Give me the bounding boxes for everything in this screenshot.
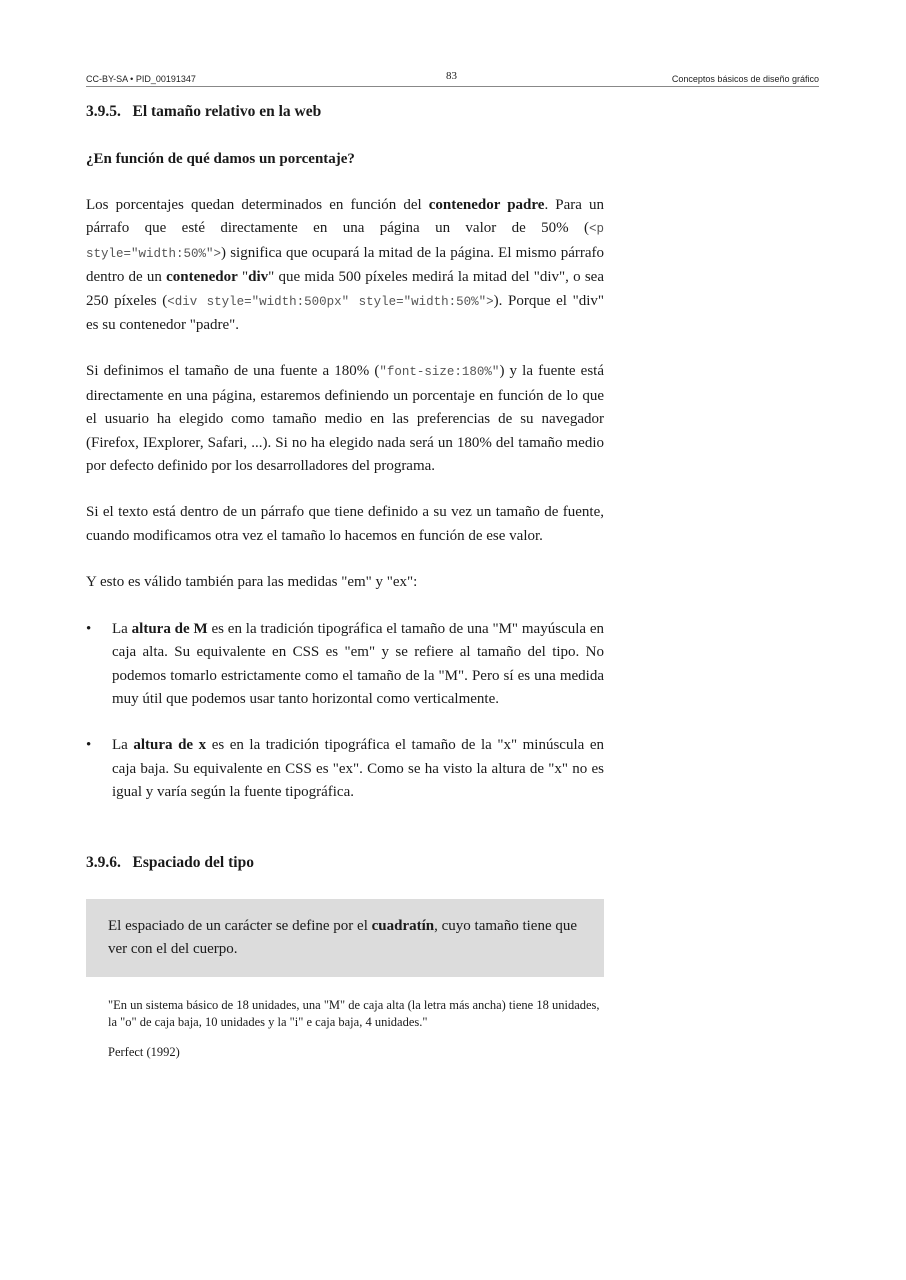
bold-run: div <box>248 269 269 286</box>
quote-text: "En un sistema básico de 18 unidades, una "M" de caja alta (la letra más ancha) tiene 18 unidades, la "o" de caja baja, 10 unidades y la "i" e caja baja, 4 unidades." <box>108 998 600 1029</box>
bold-run: altura de M <box>131 620 208 637</box>
paragraph-contenedor-padre <box>86 194 604 337</box>
list-item <box>86 734 604 804</box>
text-run: ). Porque el "div" es su contenedor "padre". <box>86 292 605 334</box>
bold-run: contenedor padre <box>428 197 545 213</box>
header-license: CC-BY-SA • PID_00191347 <box>86 74 196 84</box>
text-run: " <box>237 269 249 286</box>
code-run: <p style="width:50%"> <box>86 222 604 261</box>
definition-box <box>86 899 604 978</box>
paragraph-font-size <box>86 360 604 478</box>
bullet-icon: • <box>86 620 92 637</box>
text-run: El espaciado de un carácter se define por el <box>108 917 372 934</box>
bullet-list <box>86 618 604 805</box>
paragraph-em-ex: Y esto es válido también para las medidas "em" y "ex": <box>86 574 418 591</box>
header-document-title: Conceptos básicos de diseño gráfico <box>671 74 819 84</box>
text-run: " que mida 500 píxeles medirá la mitad del "div", o sea 250 píxeles ( <box>86 269 605 309</box>
code-run: "font-size:180%" <box>379 365 500 380</box>
page-header <box>86 72 819 87</box>
section-title-3-9-6: 3.9.6. Espaciado del tipo <box>86 853 254 871</box>
section-subtitle: ¿En función de qué damos un porcentaje? <box>86 151 355 167</box>
text-run: Los porcentajes quedan determinados en función del <box>86 197 429 213</box>
section-title-3-9-5: 3.9.5. El tamaño relativo en la web <box>86 103 322 120</box>
text-run: Si definimos el tamaño de una fuente a 180% ( <box>86 363 380 380</box>
bold-run: contenedor <box>166 269 238 286</box>
bold-run: cuadratín <box>371 917 435 934</box>
code-run: <div style="width:500px" style="width:50%"> <box>167 294 494 309</box>
quote-citation: Perfect (1992) <box>108 1045 180 1060</box>
text-run: ) significa que ocupará la mitad de la página. El mismo párrafo dentro de un <box>86 244 604 286</box>
text-run: , cuyo tamaño tiene que ver con el del cuerpo. <box>108 917 578 957</box>
text-run: ) y la fuente está directamente en una página, estaremos definiendo un porcentaje en función de lo que el usuario ha elegido como tamaño medio en las preferencias de su navegador (Firefox, IExplorer, Safari, ...). Si no ha elegido nada será un 180% del tamaño medio por defecto definido por los desarrolladores del programa. <box>86 363 604 475</box>
text-run: La <box>112 737 134 754</box>
text-run: La <box>112 620 132 637</box>
page-content <box>86 100 604 1060</box>
text-run: . Para un párrafo que esté directamente en una página un valor de 50% ( <box>86 197 604 237</box>
list-item <box>86 618 604 712</box>
bullet-icon: • <box>86 737 92 754</box>
paragraph-parent-font: Si el texto está dentro de un párrafo que tiene definido a su vez un tamaño de fuente, cuando modificamos otra vez el tamaño lo hacemos en función de ese valor. <box>86 504 604 544</box>
bold-run: altura de x <box>133 737 207 754</box>
text-run: es en la tradición tipográfica el tamaño de una "M" mayúscula en caja alta. Su equivalente en CSS es "em" y se refiere al tamaño del tipo. No podemos tomarlo estrictamente como el tamaño de la "M". Pero sí es una medida muy útil que podemos usar tanto horizontal como verticalmente. <box>112 620 605 707</box>
text-run: es en la tradición tipográfica el tamaño de la "x" minúscula en caja baja. Su equivalente en CSS es "ex". Como se ha visto la altura de "x" no es igual y varía según la fuente tipográfica. <box>112 737 604 801</box>
page-number: 83 <box>446 70 457 82</box>
